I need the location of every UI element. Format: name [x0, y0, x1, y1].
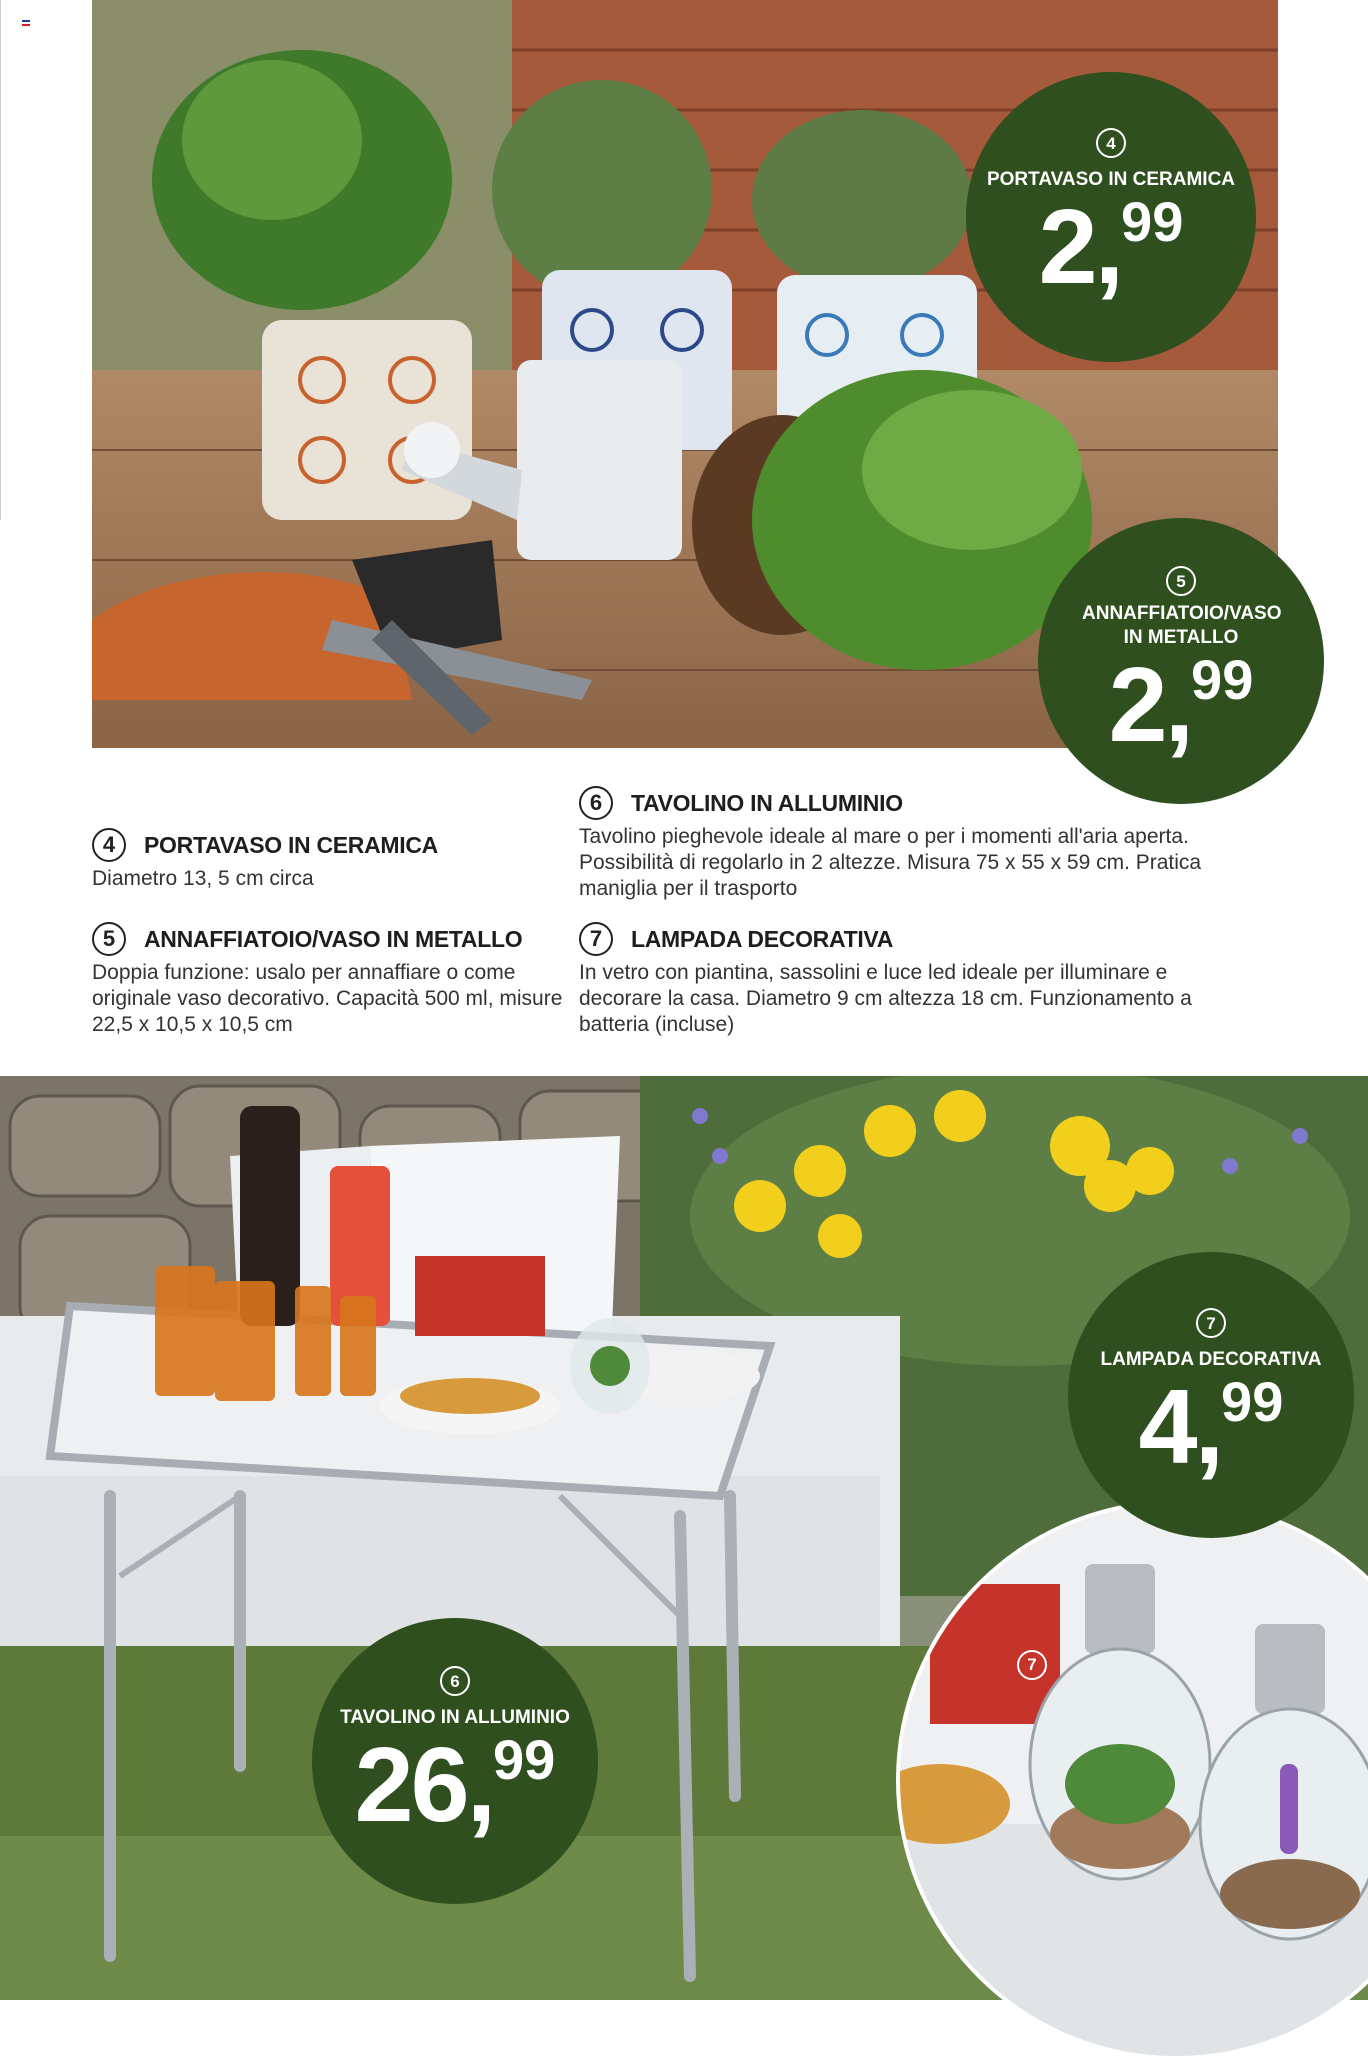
- badge-price: 4,99: [1138, 1368, 1284, 1486]
- item-number: 4: [92, 828, 126, 862]
- product-item-portavaso: [92, 828, 562, 892]
- price-badge-lampada: [1068, 1252, 1354, 1538]
- badge-price: 26,99: [354, 1726, 556, 1844]
- item-title: LAMPADA DECORATIVA: [631, 925, 894, 952]
- badge-product-name: PORTAVASO IN CERAMICA: [986, 169, 1236, 190]
- item-number: 5: [92, 922, 126, 956]
- badge-price: 2,99: [1108, 646, 1254, 764]
- item-title: PORTAVASO IN CERAMICA: [144, 831, 438, 858]
- badge-number: 7: [1196, 1308, 1226, 1338]
- badge-product-name: ANNAFFIATOIO/VASO IN METALLO: [1082, 603, 1282, 648]
- badge-number: 6: [440, 1666, 470, 1696]
- item-description: Tavolino pieghevole ideale al mare o per i momenti all'aria aperta. Possibilità di regolarlo in 2 altezze. Misura 75 x 55 x 59 cm. Pratica maniglia per il trasporto: [579, 825, 1202, 900]
- product-item-lampada: [579, 922, 1229, 1038]
- item-title: TAVOLINO IN ALLUMINIO: [631, 789, 903, 816]
- badge-price: 2,99: [1038, 188, 1184, 306]
- price-badge-tavolino: [312, 1618, 598, 1904]
- product-item-annaffiatoio: [92, 922, 572, 1038]
- item-description: In vetro con piantina, sassolini e luce led ideale per illuminare e decorare la casa. Diametro 9 cm altezza 18 cm. Funzionamento a batteria (incluse): [579, 961, 1192, 1036]
- price-badge-portavaso: [966, 72, 1256, 362]
- item-number: 6: [579, 786, 613, 820]
- product-item-tavolino: [579, 786, 1229, 902]
- page-edge-line: [0, 0, 1, 520]
- badge-product-name: LAMPADA DECORATIVA: [1100, 1349, 1322, 1370]
- item-number: 7: [579, 922, 613, 956]
- flag-icon: [22, 20, 30, 26]
- badge-number: 5: [1166, 566, 1196, 596]
- price-badge-annaffiatoio: [1038, 518, 1324, 804]
- item-title: ANNAFFIATOIO/VASO IN METALLO: [144, 925, 523, 952]
- badge-number: 4: [1096, 128, 1126, 158]
- inset-number: 7: [1017, 1650, 1047, 1680]
- item-description: Doppia funzione: usalo per annaffiare o come originale vaso decorativo. Capacità 500 ml, misure 22,5 x 10,5 x 10,5 cm: [92, 961, 563, 1036]
- item-description: Diametro 13, 5 cm circa: [92, 867, 314, 890]
- badge-product-name: TAVOLINO IN ALLUMINIO: [340, 1707, 570, 1728]
